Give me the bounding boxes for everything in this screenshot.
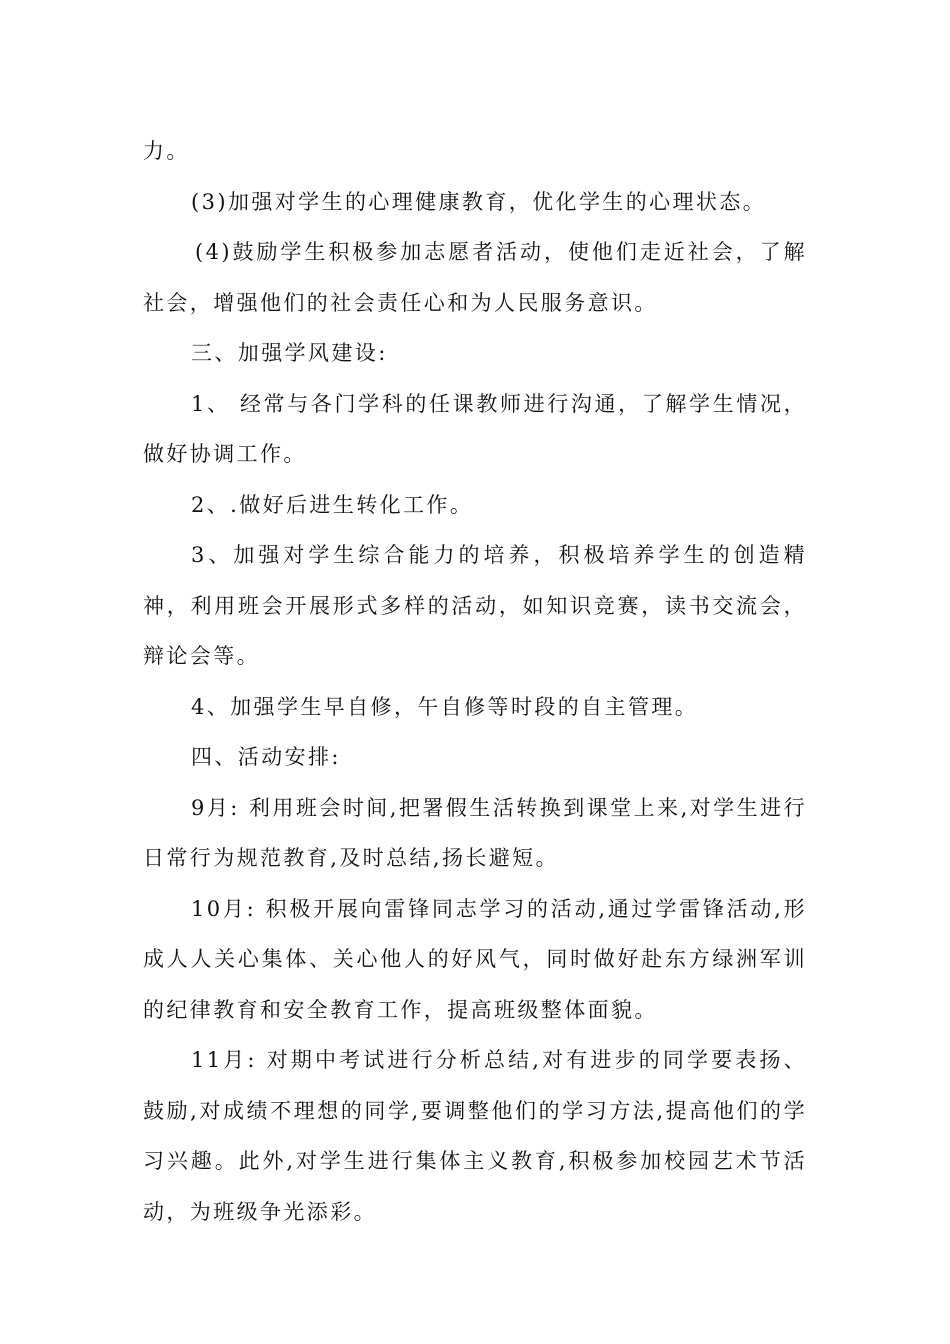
paragraph-study-3: 3、加强对学生综合能力的培养，积极培养学生的创造精神，利用班会开展形式多样的活动，如知识竞赛，读书交流会，辩论会等。 (143, 543, 807, 668)
document-body (143, 126, 807, 1237)
paragraph-study-1: 1、 经常与各门学科的任课教师进行沟通，了解学生情况，做好协调工作。 (143, 391, 807, 466)
paragraph-october: 10月: 积极开展向雷锋同志学习的活动,通过学雷锋活动,形成人人关心集体、关心他人的好风气，同时做好赴东方绿洲军训的纪律教育和安全教育工作，提高班级整体面貌。 (143, 896, 807, 1022)
section-heading-4: 四、活动安排: (191, 745, 341, 769)
section-heading-3: 三、加强学风建设: (191, 341, 388, 365)
paragraph-item-3: (3)加强对学生的心理健康教育，优化学生的心理状态。 (191, 189, 767, 214)
paragraph-item-4: (4)鼓励学生积极参加志愿者活动，使他们走近社会，了解社会，增强他们的社会责任心和为人民服务意识。 (143, 240, 807, 315)
paragraph-september: 9月: 利用班会时间,把署假生活转换到课堂上来,对学生进行日常行为规范教育,及时总结,扬长避短。 (143, 795, 807, 870)
paragraph-november: 11月: 对期中考试进行分析总结,对有进步的同学要表扬、鼓励,对成绩不理想的同学,要调整他们的学习方法,提高他们的学习兴趣。此外,对学生进行集体主义教育,积极参加校园艺术节活动，为班级争光添彩。 (143, 1048, 807, 1224)
paragraph-study-2: 2、.做好后进生转化工作。 (191, 492, 474, 517)
paragraph-study-4: 4、加强学生早自修，午自修等时段的自主管理。 (191, 694, 699, 719)
paragraph-continuation: 力。 (143, 139, 190, 163)
